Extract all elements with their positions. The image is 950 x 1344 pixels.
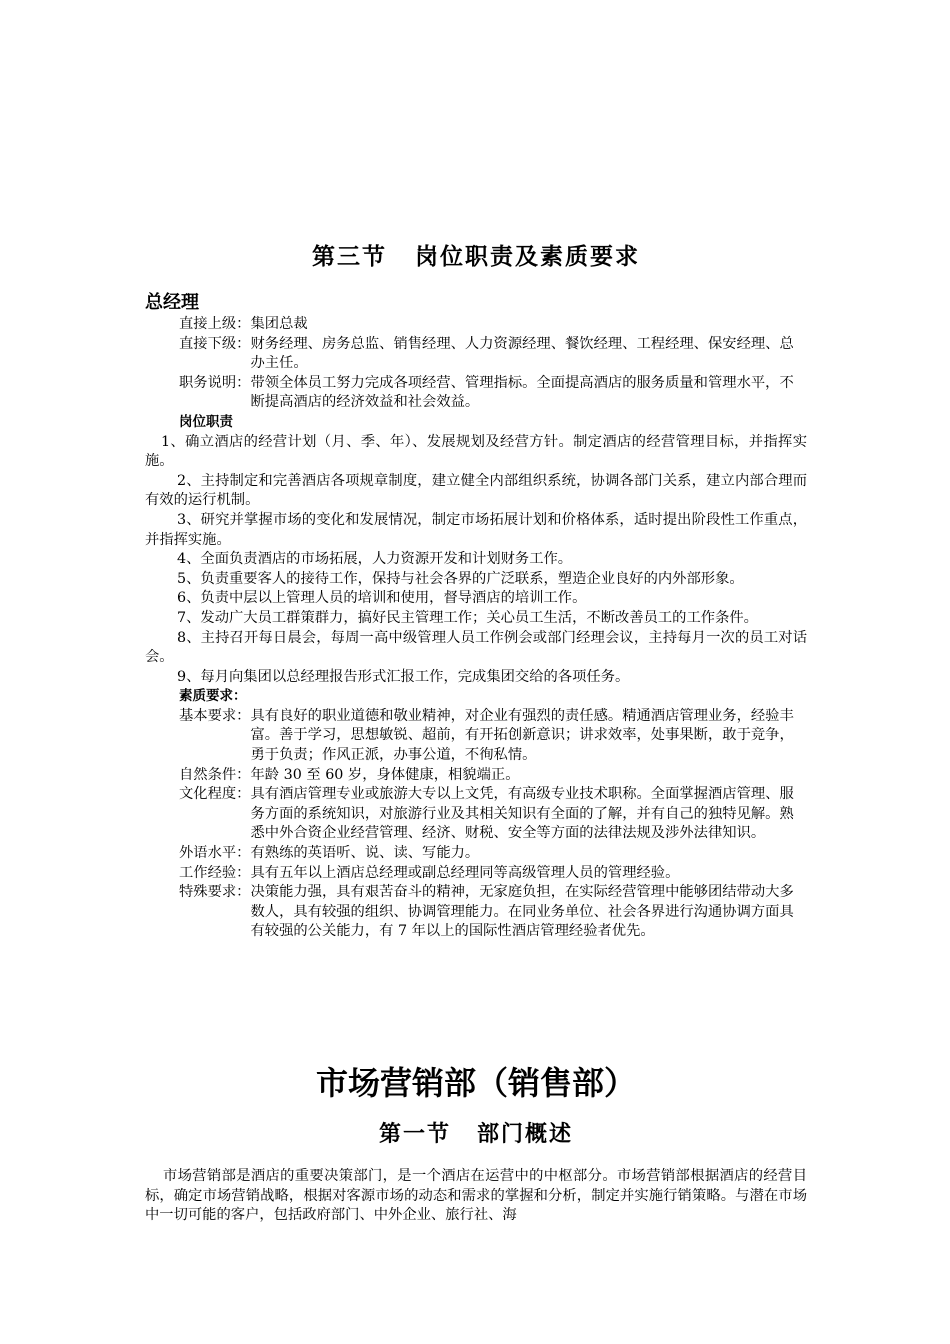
field-value: 财务经理、房务总监、销售经理、人力资源经理、餐饮经理、工程经理、保安经理、总办主任。	[250, 335, 794, 372]
duty-item: 8、主持召开每日晨会，每周一高中级管理人员工作例会或部门经理会议，主持每月一次的员工对话会。	[145, 629, 807, 666]
section-heading	[145, 238, 807, 276]
field-description	[179, 374, 807, 413]
section-number: 第三节	[312, 243, 387, 270]
requirement-label: 外语水平：	[179, 845, 251, 862]
duty-item: 4、全面负责酒店的市场拓展，人力资源开发和计划财务工作。	[177, 551, 573, 568]
field-label: 直接下级：	[179, 335, 251, 352]
role-body	[145, 315, 807, 942]
requirement-natural	[179, 766, 807, 786]
field-label: 职务说明：	[179, 374, 251, 391]
field-superior	[179, 315, 807, 335]
requirement-special	[179, 883, 807, 942]
department-section-title: 部门概述	[477, 1121, 574, 1147]
requirement-value: 决策能力强，具有艰苦奋斗的精神，无家庭负担，在实际经营管理中能够团结带动大多数人，具有较强的组织、协调管理能力。在同业务单位、社会各界进行沟通协调方面具有较强的公关能力，有 7 年以上的国际性酒店管理经验者优先。	[250, 884, 794, 940]
requirement-label: 文化程度：	[179, 786, 251, 803]
duty-item: 3、研究并掌握市场的变化和发展情况，制定市场拓展计划和价格体系，适时提出阶段性工作重点，并指挥实施。	[145, 511, 807, 548]
requirement-education	[179, 785, 807, 844]
field-value: 集团总裁	[250, 316, 308, 332]
department-section-number: 第一节	[378, 1121, 451, 1147]
requirement-value: 年龄 30 至 60 岁，身体健康，相貌端正。	[250, 766, 520, 783]
requirement-value: 具有五年以上酒店总经理或副总经理同等高级管理人员的管理经验。	[250, 864, 680, 881]
field-value: 带领全体员工努力完成各项经营、管理指标。全面提高酒店的服务质量和管理水平，不断提高酒店的经济效益和社会效益。	[250, 374, 794, 411]
requirement-value: 具有酒店管理专业或旅游大专以上文凭，有高级专业技术职称。全面掌握酒店管理、服务方面的系统知识，对旅游行业及其相关知识有全面的了解，并有自己的独特见解。熟悉中外合资企业经营管理、经济、财税、安全等方面的法律法规及涉外法律知识。	[250, 786, 794, 842]
duties-heading: 岗位职责	[179, 413, 233, 430]
requirement-language	[179, 844, 807, 864]
duty-item: 9、每月向集团以总经理报告形式汇报工作，完成集团交给的各项任务。	[177, 668, 630, 685]
requirement-experience	[179, 864, 807, 884]
requirement-label: 基本要求：	[179, 707, 251, 724]
duty-item: 7、发动广大员工群策群力，搞好民主管理工作；关心员工生活，不断改善员工的工作条件。	[177, 609, 758, 626]
requirement-label: 特殊要求：	[179, 884, 251, 901]
field-subordinates	[179, 335, 807, 374]
field-label: 直接上级：	[179, 316, 251, 332]
department-section-heading	[145, 1117, 807, 1151]
duty-item: 5、负责重要客人的接待工作，保持与社会各界的广泛联系，塑造企业良好的内外部形象。	[177, 570, 744, 587]
requirement-value: 具有良好的职业道德和敬业精神，对企业有强烈的责任感。精通酒店管理业务，经验丰富。善于学习，思想敏锐、超前，有开拓创新意识；讲求效率，处事果断，敢于竞争，勇于负责；作风正派，办事公道，不徇私情。	[250, 707, 794, 764]
role-title: 总经理	[145, 292, 199, 313]
duty-item: 1、确立酒店的经营计划（月、季、年）、发展规划及经营方针。制定酒店的经营管理目标，并指挥实施。	[145, 433, 807, 470]
duty-item: 2、主持制定和完善酒店各项规章制度，建立健全内部组织系统，协调各部门关系，建立内部合理而有效的运行机制。	[145, 472, 807, 509]
duty-item: 6、负责中层以上管理人员的培训和使用，督导酒店的培训工作。	[177, 590, 587, 607]
requirement-label: 工作经验：	[179, 864, 251, 881]
requirement-basic	[179, 707, 807, 766]
requirements-heading: 素质要求：	[179, 688, 247, 705]
department-title: 市场营销部（销售部）	[315, 1064, 636, 1102]
section-title: 岗位职责及素质要求	[415, 243, 640, 270]
requirement-value: 有熟练的英语听、说、读、写能力。	[250, 845, 480, 862]
department-intro: 市场营销部是酒店的重要决策部门，是一个酒店在运营中的中枢部分。市场营销部根据酒店的经营目标，确定市场营销战略，根据对客源市场的动态和需求的掌握和分析，制定并实施行销策略。与潜在市场中一切可能的客户，包括政府部门、中外企业、旅行社、海	[145, 1168, 807, 1224]
requirement-label: 自然条件：	[179, 766, 251, 783]
